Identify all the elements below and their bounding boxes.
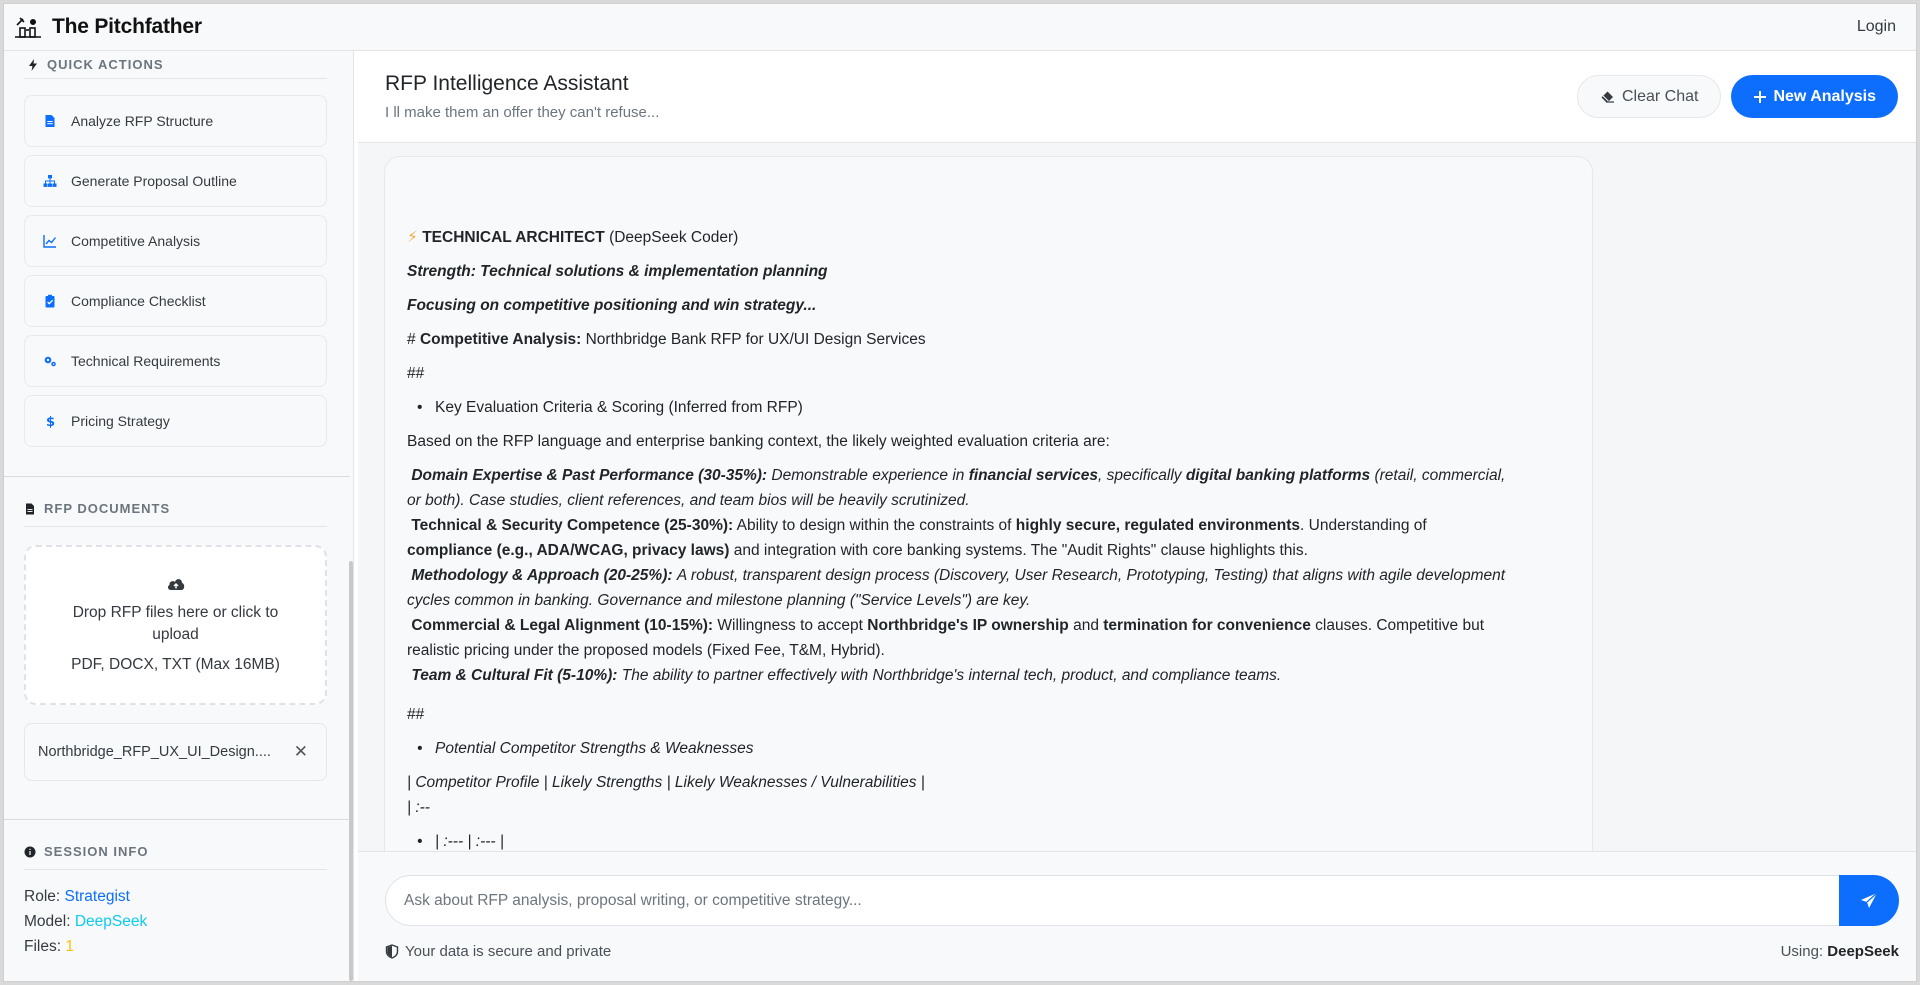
message-bullet: • Potential Competitor Strengths & Weaknesses bbox=[407, 736, 1570, 761]
pitchfather-logo-icon bbox=[12, 11, 44, 43]
session-info-section bbox=[24, 834, 327, 959]
sitemap-icon bbox=[43, 174, 57, 188]
page-subtitle: I ll make them an offer they can't refuse... bbox=[385, 104, 660, 121]
criterion-technical-security: Technical & Security Competence (25-30%): Ability to design within the constraints of highly secure, regulated environments. Understanding of bbox=[411, 517, 1427, 534]
chat-messages[interactable] bbox=[358, 143, 1917, 851]
top-navbar bbox=[4, 4, 1916, 51]
dropzone-main-text: Drop RFP files here or click to upload bbox=[72, 604, 279, 643]
chat-input-group bbox=[385, 875, 1899, 926]
plus-icon bbox=[1753, 90, 1767, 104]
chart-line-icon bbox=[43, 234, 57, 248]
criterion-methodology-cont: cycles common in banking. Governance and milestone planning ("Service Levels") are key. bbox=[407, 592, 1031, 609]
criteria-list bbox=[407, 463, 1570, 688]
criterion-methodology: Methodology & Approach (20-25%): A robust, transparent design process (Discovery, User Research, Prototyping, Testing) that aligns with agile development bbox=[411, 567, 1506, 584]
quick-action-competitive-analysis[interactable]: Competitive Analysis bbox=[24, 215, 327, 267]
quick-action-technical-requirements[interactable]: Technical Requirements bbox=[24, 335, 327, 387]
message-subheading-marker: ## bbox=[407, 365, 425, 382]
message-bullet: • Key Evaluation Criteria & Scoring (Inferred from RFP) bbox=[407, 395, 1570, 420]
quick-action-pricing-strategy[interactable]: $ Pricing Strategy bbox=[24, 395, 327, 447]
eraser-icon bbox=[1600, 90, 1616, 104]
model-indicator: Using: DeepSeek bbox=[1780, 943, 1899, 960]
dropzone-sub-text: PDF, DOCX, TXT (Max 16MB) bbox=[71, 656, 280, 673]
lightning-icon: ⚡ bbox=[407, 229, 418, 246]
sidebar-divider bbox=[4, 819, 350, 820]
quick-actions-title: QUICK ACTIONS bbox=[27, 57, 164, 72]
shield-icon bbox=[385, 944, 399, 959]
main-panel bbox=[358, 51, 1917, 982]
message-role-line: ⚡ TECHNICAL ARCHITECT (DeepSeek Coder) bbox=[407, 229, 739, 246]
file-icon bbox=[43, 114, 57, 128]
quick-action-generate-proposal-outline[interactable]: Generate Proposal Outline bbox=[24, 155, 327, 207]
brand[interactable] bbox=[12, 11, 202, 43]
clipboard-check-icon bbox=[43, 294, 57, 308]
chat-input[interactable]: Ask about RFP analysis, proposal writing, or competitive strategy... bbox=[385, 875, 1839, 926]
remove-file-button[interactable]: ✕ bbox=[293, 742, 308, 761]
criterion-technical-security-cont: compliance (e.g., ADA/WCAG, privacy laws) and integration with core banking systems. The "Audit Rights" clause highlights this. bbox=[407, 542, 1308, 559]
page-title: RFP Intelligence Assistant bbox=[385, 72, 629, 95]
session-role-row: Role: Strategist bbox=[24, 888, 130, 905]
uploaded-file-item bbox=[24, 723, 327, 781]
paper-plane-icon bbox=[1860, 892, 1878, 910]
message-heading: # Competitive Analysis: Northbridge Bank RFP for UX/UI Design Services bbox=[407, 331, 926, 348]
quick-action-analyze-rfp-structure[interactable]: Analyze RFP Structure bbox=[24, 95, 327, 147]
chat-input-bar bbox=[358, 851, 1917, 982]
send-button[interactable] bbox=[1839, 875, 1899, 926]
cloud-upload-icon bbox=[166, 576, 186, 592]
session-files-row: Files: 1 bbox=[24, 938, 74, 955]
new-analysis-button[interactable]: New Analysis bbox=[1731, 75, 1898, 118]
svg-text:$: $ bbox=[46, 415, 56, 428]
main-header bbox=[358, 51, 1917, 143]
gears-icon bbox=[43, 354, 57, 368]
uploaded-file-name: Northbridge_RFP_UX_UI_Design.... bbox=[38, 744, 271, 760]
security-note: Your data is secure and private bbox=[385, 943, 611, 960]
clear-chat-button[interactable]: Clear Chat bbox=[1577, 75, 1721, 118]
file-dropzone[interactable] bbox=[24, 545, 327, 705]
criterion-team-fit: Team & Cultural Fit (5-10%): The ability to partner effectively with Northbridge's internal tech, product, and compliance teams. bbox=[411, 667, 1282, 684]
criterion-domain-expertise: Domain Expertise & Past Performance (30-35%): Demonstrable experience in financial services, specifically digital banking platforms (retail, commercial, bbox=[411, 467, 1506, 484]
session-files-value: 1 bbox=[65, 938, 74, 955]
criterion-domain-expertise-cont: or both). Case studies, client references, and team bios will be heavily scrutinized. bbox=[407, 492, 970, 509]
dollar-icon bbox=[43, 414, 57, 428]
quick-actions-section bbox=[24, 51, 327, 455]
criterion-commercial-legal: Commercial & Legal Alignment (10-15%): Willingness to accept Northbridge's IP ownership and termination for convenience clauses. Competitive but bbox=[411, 617, 1485, 634]
session-info-title: SESSION INFO bbox=[24, 844, 148, 859]
markdown-table-row: • | :--- | :--- | bbox=[407, 829, 1570, 851]
app-window bbox=[3, 3, 1917, 982]
session-model-value: DeepSeek bbox=[74, 913, 148, 930]
login-link[interactable]: Login bbox=[1856, 18, 1896, 35]
message-subheading-marker: ## bbox=[407, 706, 425, 723]
sidebar-scrollbar[interactable] bbox=[349, 51, 353, 982]
info-icon bbox=[24, 846, 36, 858]
sidebar bbox=[4, 51, 354, 982]
session-model-row: Model: DeepSeek bbox=[24, 913, 148, 930]
file-text-icon bbox=[24, 503, 36, 515]
quick-action-compliance-checklist[interactable]: Compliance Checklist bbox=[24, 275, 327, 327]
markdown-table-separator: | :-- bbox=[407, 799, 430, 816]
sidebar-divider bbox=[4, 476, 350, 477]
bolt-icon bbox=[27, 59, 39, 71]
rfp-documents-section bbox=[24, 491, 327, 781]
criterion-commercial-legal-cont: realistic pricing under the proposed models (Fixed Fee, T&M, Hybrid). bbox=[407, 642, 885, 659]
markdown-table-header: | Competitor Profile | Likely Strengths | Likely Weaknesses / Vulnerabilities | bbox=[407, 774, 925, 791]
message-focus: Focusing on competitive positioning and win strategy... bbox=[407, 297, 817, 314]
brand-name: The Pitchfather bbox=[52, 15, 202, 38]
assistant-message bbox=[384, 156, 1593, 851]
session-role-value: Strategist bbox=[64, 888, 130, 905]
message-paragraph: Based on the RFP language and enterprise banking context, the likely weighted evaluation criteria are: bbox=[407, 433, 1110, 450]
message-strength: Strength: Technical solutions & implementation planning bbox=[407, 263, 828, 280]
rfp-documents-title: RFP DOCUMENTS bbox=[24, 501, 170, 516]
quick-actions-list bbox=[24, 95, 327, 447]
